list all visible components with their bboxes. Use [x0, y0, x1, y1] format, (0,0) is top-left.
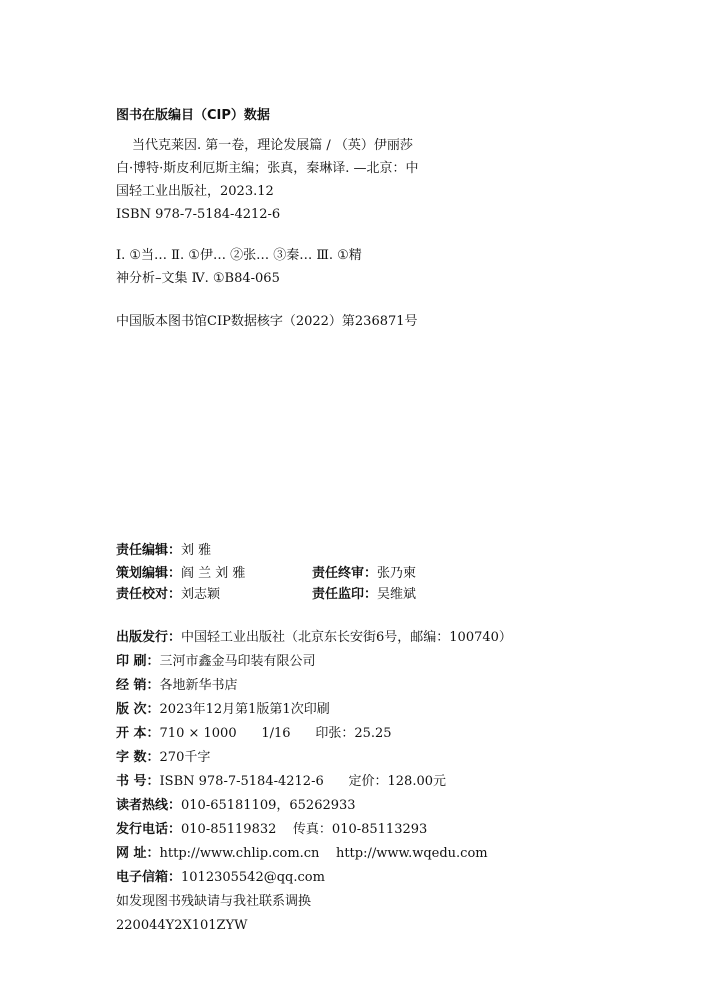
notice-text: 如发现图书残缺请与我社联系调换: [116, 894, 312, 909]
cip-para1-line1: 当代克莱因. 第一卷，理论发展篇 / （英）伊丽莎: [132, 138, 413, 153]
pub-label: 发行电话：: [116, 822, 182, 837]
pub-row-publisher: [116, 630, 512, 646]
pub-label: 字 数：: [116, 750, 160, 765]
cip-record-number: 中国版本图书馆CIP数据核字（2022）第236871号: [116, 314, 418, 329]
pub-label: 网 址：: [116, 846, 160, 861]
pub-value: 710 × 1000 1/16 印张：25.25: [159, 726, 392, 741]
staff-print-supervisor: [312, 587, 416, 603]
cip-para1-line3: 国轻工业出版社，2023.12: [116, 184, 274, 199]
cip-isbn: ISBN 978-7-5184-4212-6: [116, 207, 281, 222]
pub-value: 2023年12月第1版第1次印刷: [159, 702, 330, 717]
pub-row-distributor: [116, 678, 238, 694]
pub-value: 010-65181109，65262933: [181, 798, 356, 813]
pub-row-wordcount: [116, 750, 210, 766]
pub-row-reader-hotline: [116, 798, 356, 814]
cip-para2-line2: 神分析–文集 Ⅳ. ①B84-065: [116, 271, 280, 286]
pub-label: 读者热线：: [116, 798, 182, 813]
pub-label: 经 销：: [116, 678, 160, 693]
pub-label: 书 号：: [116, 774, 160, 789]
pub-row-edition: [116, 702, 330, 718]
pub-value: 1012305542@qq.com: [181, 870, 325, 885]
staff-proofreader: [116, 587, 220, 603]
staff-final-review: [312, 566, 416, 582]
pub-row-website: [116, 846, 488, 862]
pub-row-format: [116, 726, 392, 742]
pub-label: 出版发行：: [116, 630, 182, 645]
pub-row-isbn-price: [116, 774, 446, 790]
pub-row-printer: [116, 654, 316, 670]
cip-para2-line1: Ⅰ. ①当… Ⅱ. ①伊… ②张… ③秦… Ⅲ. ①精: [116, 248, 362, 263]
pub-row-sales-phone: [116, 822, 427, 838]
staff-final-value: 张乃柬: [377, 566, 417, 581]
staff-planner-value: 阎 兰 刘 雅: [181, 566, 246, 581]
pub-label: 印 刷：: [116, 654, 160, 669]
pub-value: 中国轻工业出版社（北京东长安街6号，邮编：100740）: [181, 630, 512, 645]
pub-value: ISBN 978-7-5184-4212-6 定价：128.00元: [159, 774, 447, 789]
pub-value: 010-85119832 传真：010-85113293: [181, 822, 428, 837]
cip-heading: 图书在版编目（CIP）数据: [116, 108, 270, 123]
pub-value: 各地新华书店: [159, 678, 238, 693]
staff-planner-label: 策划编辑：: [116, 566, 182, 581]
pub-value: 三河市鑫金马印装有限公司: [159, 654, 316, 669]
book-code: 220044Y2X101ZYW: [116, 918, 248, 933]
pub-value: 270千字: [159, 750, 211, 765]
staff-proof-label: 责任校对：: [116, 587, 182, 602]
staff-editor-value: 刘 雅: [181, 543, 212, 558]
pub-label: 版 次：: [116, 702, 160, 717]
staff-editor-label: 责任编辑：: [116, 543, 182, 558]
pub-label: 电子信箱：: [116, 870, 182, 885]
pub-label: 开 本：: [116, 726, 160, 741]
cip-para1-line2: 白·博特·斯皮利厄斯主编；张真，秦琳译. —北京：中: [116, 161, 419, 176]
staff-planner: [116, 566, 245, 582]
staff-print-sup-label: 责任监印：: [312, 587, 378, 602]
staff-final-label: 责任终审：: [312, 566, 378, 581]
pub-row-email: [116, 870, 325, 886]
staff-proof-value: 刘志颖: [181, 587, 221, 602]
staff-editor: [116, 543, 211, 559]
pub-value: http://www.chlip.com.cn http://www.wqedu.com: [159, 846, 488, 861]
staff-print-sup-value: 吴维斌: [377, 587, 417, 602]
